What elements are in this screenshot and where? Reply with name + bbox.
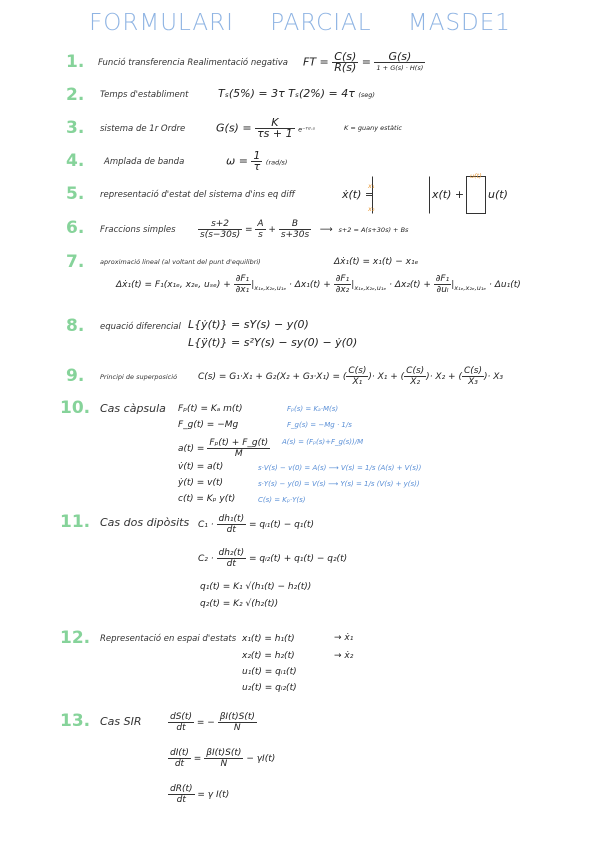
- state-x1-label: x₁: [368, 182, 375, 190]
- tank-flow-2: q₂(t) = K₂ √(h₂(t)): [200, 599, 279, 609]
- item-formula-5-mid: x(t) +: [432, 188, 465, 201]
- tank-eq-2: C₂ · $\frac{\text{dh₂(t)}}{dt}$ = qᵢ₂(t) + q₁(t) − q₂(t): [198, 548, 348, 569]
- item-number-11: 11.: [60, 512, 91, 532]
- item-label-1: Funció transferencia Realimentació negativa: [98, 58, 288, 68]
- capsule-line-1: Fₚ(t) = Kₐ m(t): [178, 404, 243, 414]
- capsule-line-2: F_g(t) = −Mg: [178, 420, 239, 430]
- item-number-8: 8.: [66, 316, 85, 336]
- state-def-4: u₂(t) = qᵢ₂(t): [242, 683, 297, 693]
- capsule-laplace-3: A(s) = (Fₚ(s)+F_g(s))/M: [282, 438, 364, 446]
- item-number-6: 6.: [66, 218, 85, 238]
- item-formula-7-top: Δẋ₁(t) = x₁(t) − x₁ₑ: [334, 257, 419, 267]
- item-label-5: representació d'estat del sistema d'ins eq diff: [100, 190, 295, 200]
- item-formula-5-rhs: u(t): [488, 188, 508, 201]
- page-title: FORMULARI PARCIAL MASDE1: [89, 10, 511, 36]
- item-note-3: K = guany estàtic: [344, 124, 402, 132]
- state-matrix-a: [372, 176, 430, 214]
- state-matrix-b: [466, 176, 486, 214]
- tank-flow-1: q₁(t) = K₁ √(h₁(t) − h₂(t)): [200, 582, 312, 592]
- item-label-6: Fraccions simples: [100, 225, 176, 235]
- sir-eq-1: $\frac{dS(t)}{dt}$ = − $\frac{\beta I(t)S(t)}{N}$: [170, 712, 255, 733]
- item-number-3: 3.: [66, 118, 85, 138]
- item-formula-2: Tₛ(5%) = 3τ Tₛ(2%) = 4τ (seg): [218, 87, 375, 100]
- item-label-4: Amplada de banda: [104, 157, 185, 167]
- state-def-1: x₁(t) = h₁(t): [242, 634, 295, 644]
- capsule-laplace-2: F_g(s) = −Mg · 1/s: [287, 421, 352, 429]
- item-number-12: 12.: [60, 628, 91, 648]
- item-formula-8a: L{ẏ(t)} = sY(s) − y(0): [188, 318, 309, 331]
- state-def-2: x₂(t) = h₂(t): [242, 651, 295, 661]
- item-label-10: Cas càpsula: [100, 402, 166, 415]
- item-number-13: 13.: [60, 711, 91, 731]
- state-def-3: u₁(t) = qᵢ₁(t): [242, 667, 297, 677]
- item-formula-9: C(s) = G₁·X₁ + G₂(X₂ + G₃·X₁) = ( $\frac{C(s)}{\text{X₁}}$ )· X₁ + ( $\frac{C(s)}{\text{X₂}}$ )· X₂ + ( $\frac{C(s)}{\text{X₃}}$ )· X₃: [198, 366, 503, 387]
- item-number-2: 2.: [66, 85, 85, 105]
- state-arrow-1: → ẋ₁: [334, 633, 354, 643]
- item-number-10: 10.: [60, 398, 91, 418]
- item-number-9: 9.: [66, 366, 85, 386]
- capsule-laplace-5: s·Y(s) − y(0) = V(s) ⟶ Y(s) = 1/s (V(s) + y(s)): [258, 480, 420, 488]
- capsule-line-5: ẏ(t) = v(t): [178, 478, 224, 488]
- capsule-line-4: v̇(t) = a(t): [178, 462, 224, 472]
- item-formula-4: ω = $\frac{1}{\tau}$ (rad/s): [226, 149, 288, 173]
- item-label-3: sistema de 1r Ordre: [100, 124, 186, 134]
- capsule-line-3: a(t) = $\frac{\text{Fₚ(t) + F\_g(t)}}{M}$: [178, 438, 269, 459]
- item-number-1: 1.: [66, 52, 85, 72]
- sir-eq-3: $\frac{dR(t)}{dt}$ = γ I(t): [170, 784, 230, 805]
- state-u-label: u(t): [470, 172, 482, 180]
- item-label-12: Representació en espai d'estats: [100, 634, 237, 644]
- state-arrow-2: → ẋ₂: [334, 651, 354, 661]
- item-number-4: 4.: [66, 151, 85, 171]
- item-number-5: 5.: [66, 184, 85, 204]
- item-label-11: Cas dos dipòsits: [100, 516, 190, 529]
- state-x2-label: x₂: [368, 205, 375, 213]
- capsule-laplace-1: Fₚ(s) = Kₐ·M(s): [287, 405, 339, 413]
- item-formula-6: $\frac{s+2}{s(s-30s)}$ = $\frac{A}{s}$ + $\frac{B}{s+30s}$ ⟶ s+2 = A(s+30s) + Bs: [200, 219, 409, 240]
- item-label-2: Temps d'establiment: [100, 90, 189, 100]
- capsule-laplace-6: C(s) = Kₚ·Y(s): [258, 496, 306, 504]
- item-formula-1: FT = $\frac{C(s)}{R(s)}$ = $\frac{G(s)}{1 + G(s) \cdot H(s)}$: [303, 50, 424, 74]
- item-label-8: equació diferencial: [100, 322, 181, 332]
- item-number-7: 7.: [66, 252, 85, 272]
- item-label-9: Principi de superposició: [100, 373, 178, 381]
- item-formula-8b: L{ÿ(t)} = s²Y(s) − sy(0) − ẏ(0): [188, 336, 358, 349]
- sir-eq-2: $\frac{dI(t)}{dt}$ = $\frac{\beta I(t)S(t)}{N}$ − γI(t): [170, 748, 276, 769]
- tank-eq-1: C₁ · $\frac{\text{dh₁(t)}}{dt}$ = qᵢ₁(t) − q₁(t): [198, 514, 314, 535]
- item-label-7: aproximació lineal (al voltant del punt d'equilibri): [100, 258, 261, 266]
- capsule-laplace-4: s·V(s) − v(0) = A(s) ⟶ V(s) = 1/s (A(s) + V(s)): [258, 464, 422, 472]
- capsule-line-6: c(t) = Kₚ y(t): [178, 494, 236, 504]
- item-formula-7-main: Δẋ₁(t) = F₁(x₁ₑ, x₂ₑ, uₛₑ) + $\frac{\text{∂F₁}}{\text{∂x₁}}$ $|_{x_{1e},x_{2e},u_{1e}} \cdot \Delta x_1(t)$ + $\frac{\text{∂F₁}}{\text{∂x₂}}$ $|_{x_{1e},x_{2e},u_{1e}} \cdot \Delta x_2(t)$ + $\frac{\text{∂F₁}}{\text{∂uₗ}}$ $|_{x_{1e},x_{2e},u_{1e}} \cdot \Delta u_1(t)$: [116, 274, 521, 295]
- item-formula-5-lhs: ẋ(t) =: [342, 188, 375, 201]
- item-formula-3: G(s) = $\frac{K}{\tau s + 1}$ e⁻ᵀᵈ·ˢ: [216, 116, 316, 140]
- item-label-13: Cas SIR: [100, 715, 142, 728]
